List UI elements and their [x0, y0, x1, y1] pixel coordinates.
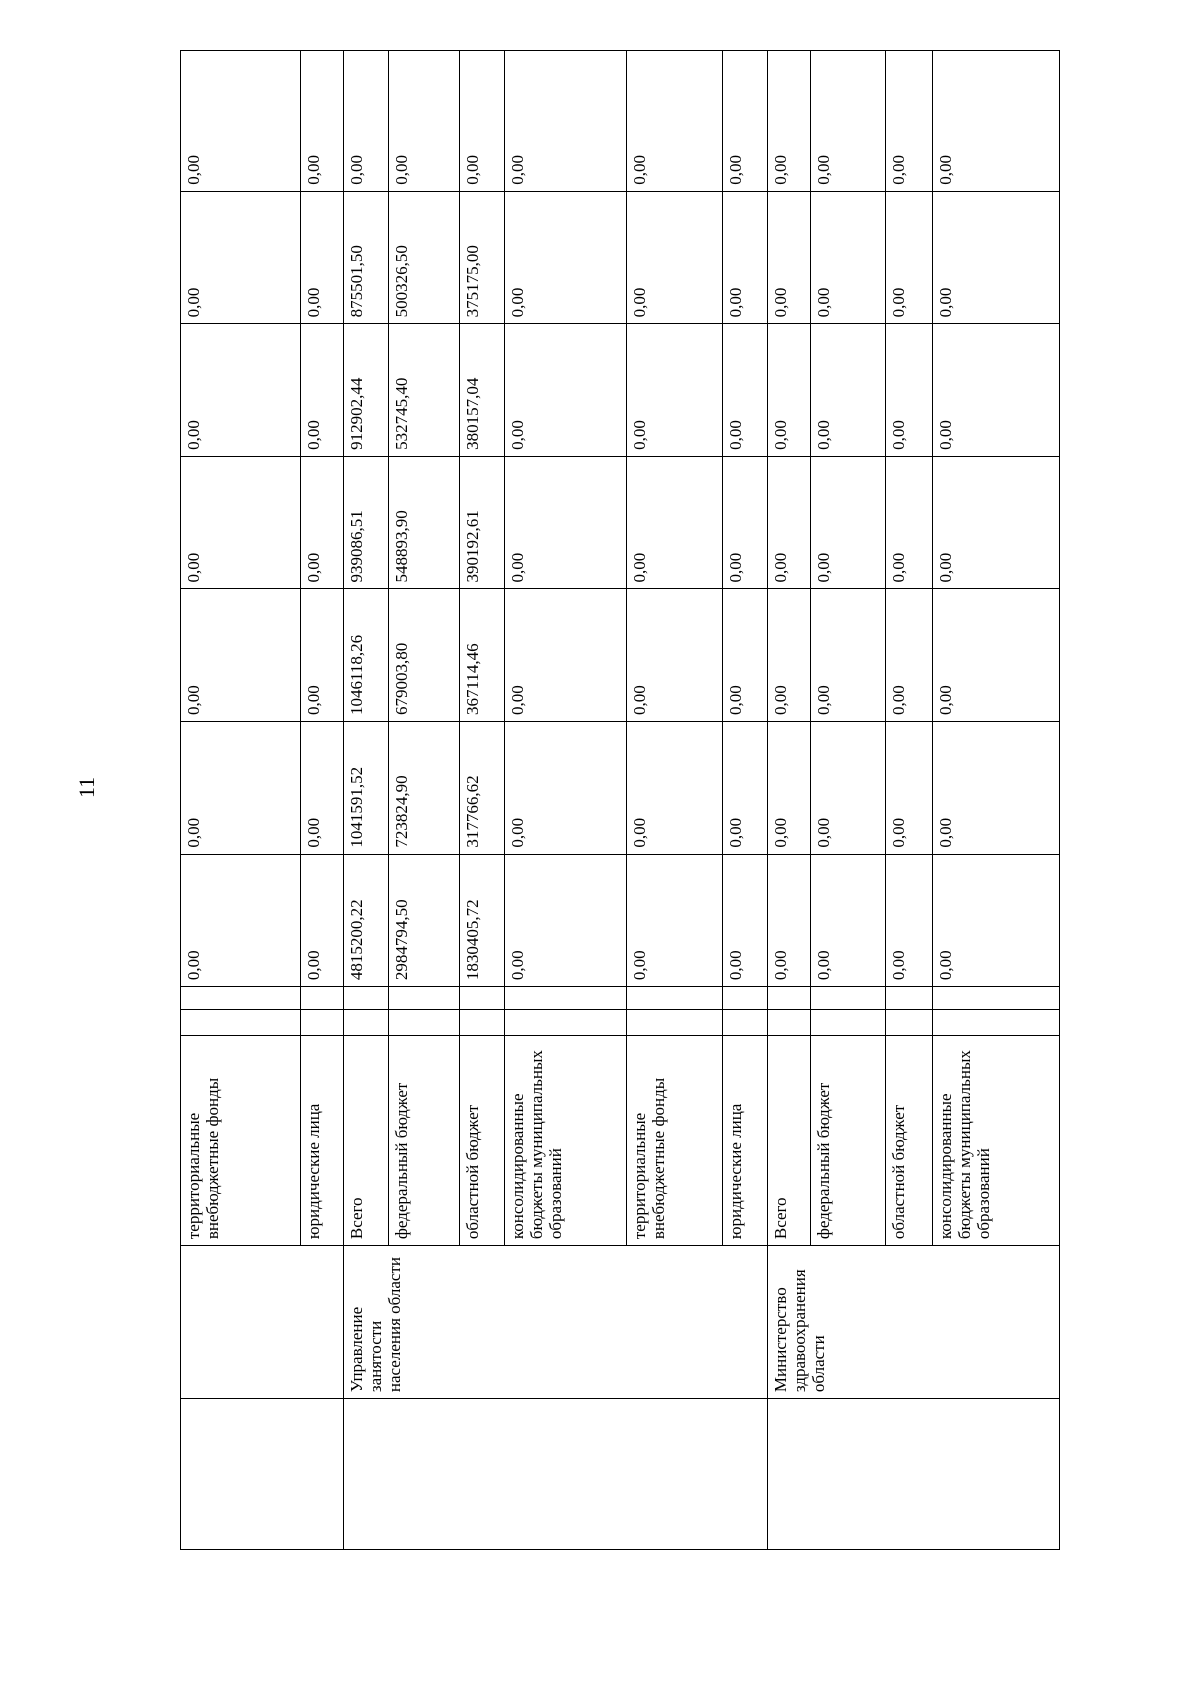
value-cell: 0,00 — [301, 51, 344, 192]
value-cell: 0,00 — [811, 324, 886, 457]
source-cell: Всего — [343, 1036, 388, 1246]
value-cell: 0,00 — [504, 51, 626, 192]
value-cell: 0,00 — [811, 722, 886, 855]
blank-cell — [933, 1009, 1060, 1036]
value-cell: 0,00 — [768, 324, 811, 457]
blank-cell — [723, 1009, 768, 1036]
source-cell: Всего — [768, 1036, 811, 1246]
blank-cell — [886, 1009, 933, 1036]
value-cell: 0,00 — [933, 191, 1060, 324]
value-cell: 1046118,26 — [343, 589, 388, 722]
value-cell: 0,00 — [768, 191, 811, 324]
table-row — [768, 51, 811, 1550]
source-cell: территориальные внебюджетные фонды — [626, 1036, 722, 1246]
value-cell: 0,00 — [343, 51, 388, 192]
value-cell: 375175,00 — [459, 191, 504, 324]
blank-cell — [181, 987, 301, 1009]
source-cell: федеральный бюджет — [388, 1036, 459, 1246]
blank-cell — [504, 1009, 626, 1036]
value-cell: 0,00 — [886, 51, 933, 192]
value-cell: 0,00 — [504, 191, 626, 324]
value-cell: 0,00 — [301, 854, 344, 987]
value-cell: 0,00 — [181, 854, 301, 987]
blank-cell — [459, 987, 504, 1009]
value-cell: 1041591,52 — [343, 722, 388, 855]
blank-cell — [723, 987, 768, 1009]
table-cell-col1 — [768, 1399, 1060, 1550]
value-cell: 0,00 — [301, 589, 344, 722]
value-cell: 0,00 — [626, 456, 722, 589]
value-cell: 723824,90 — [388, 722, 459, 855]
value-cell: 0,00 — [301, 722, 344, 855]
blank-cell — [886, 987, 933, 1009]
value-cell: 0,00 — [181, 722, 301, 855]
value-cell: 0,00 — [886, 589, 933, 722]
blank-cell — [504, 987, 626, 1009]
blank-cell — [626, 1009, 722, 1036]
value-cell: 0,00 — [504, 456, 626, 589]
blank-cell — [459, 1009, 504, 1036]
value-cell: 0,00 — [886, 722, 933, 855]
value-cell: 0,00 — [886, 191, 933, 324]
blank-cell — [626, 987, 722, 1009]
value-cell: 0,00 — [811, 456, 886, 589]
value-cell: 1830405,72 — [459, 854, 504, 987]
value-cell: 0,00 — [723, 589, 768, 722]
blank-cell — [388, 987, 459, 1009]
value-cell: 2984794,50 — [388, 854, 459, 987]
value-cell: 367114,46 — [459, 589, 504, 722]
value-cell: 0,00 — [933, 324, 1060, 457]
blank-cell — [181, 1009, 301, 1036]
value-cell: 0,00 — [811, 191, 886, 324]
responsible-org-cell: Министерство здравоохранения области — [768, 1246, 1060, 1399]
value-cell: 912902,44 — [343, 324, 388, 457]
value-cell: 0,00 — [626, 324, 722, 457]
blank-cell — [343, 1009, 388, 1036]
value-cell: 0,00 — [181, 589, 301, 722]
value-cell: 679003,80 — [388, 589, 459, 722]
value-cell: 500326,50 — [388, 191, 459, 324]
value-cell: 0,00 — [933, 51, 1060, 192]
value-cell: 0,00 — [933, 456, 1060, 589]
value-cell: 0,00 — [933, 589, 1060, 722]
blank-cell — [388, 1009, 459, 1036]
value-cell: 0,00 — [504, 854, 626, 987]
value-cell: 0,00 — [181, 191, 301, 324]
source-cell: областной бюджет — [886, 1036, 933, 1246]
source-cell: юридические лица — [301, 1036, 344, 1246]
value-cell: 0,00 — [768, 456, 811, 589]
value-cell: 0,00 — [626, 854, 722, 987]
value-cell: 317766,62 — [459, 722, 504, 855]
value-cell: 0,00 — [886, 456, 933, 589]
page-number: 11 — [74, 776, 99, 798]
value-cell: 0,00 — [768, 589, 811, 722]
value-cell: 0,00 — [388, 51, 459, 192]
table-cell-col2 — [181, 1246, 344, 1399]
value-cell: 0,00 — [933, 722, 1060, 855]
blank-cell — [811, 987, 886, 1009]
value-cell: 0,00 — [181, 324, 301, 457]
value-cell: 0,00 — [181, 456, 301, 589]
value-cell: 0,00 — [723, 191, 768, 324]
source-cell: федеральный бюджет — [811, 1036, 886, 1246]
value-cell: 0,00 — [768, 854, 811, 987]
blank-cell — [343, 987, 388, 1009]
blank-cell — [301, 1009, 344, 1036]
value-cell: 0,00 — [886, 854, 933, 987]
value-cell: 0,00 — [301, 324, 344, 457]
value-cell: 0,00 — [626, 589, 722, 722]
value-cell: 0,00 — [811, 854, 886, 987]
value-cell: 0,00 — [626, 191, 722, 324]
value-cell: 548893,90 — [388, 456, 459, 589]
value-cell: 0,00 — [626, 722, 722, 855]
value-cell: 0,00 — [723, 324, 768, 457]
table-cell-col1 — [343, 1399, 767, 1550]
value-cell: 0,00 — [811, 51, 886, 192]
source-cell: областной бюджет — [459, 1036, 504, 1246]
value-cell: 0,00 — [504, 722, 626, 855]
value-cell: 0,00 — [504, 324, 626, 457]
blank-cell — [768, 1009, 811, 1036]
value-cell: 0,00 — [933, 854, 1060, 987]
value-cell: 0,00 — [723, 722, 768, 855]
value-cell: 0,00 — [723, 51, 768, 192]
budget-table — [180, 50, 1060, 1550]
blank-cell — [933, 987, 1060, 1009]
responsible-org-cell: Управление занятости населения области — [343, 1246, 767, 1399]
blank-cell — [301, 987, 344, 1009]
value-cell: 0,00 — [626, 51, 722, 192]
value-cell: 0,00 — [301, 191, 344, 324]
blank-cell — [811, 1009, 886, 1036]
source-cell: территориальные внебюджетные фонды — [181, 1036, 301, 1246]
value-cell: 0,00 — [768, 51, 811, 192]
value-cell: 0,00 — [459, 51, 504, 192]
value-cell: 532745,40 — [388, 324, 459, 457]
value-cell: 0,00 — [723, 456, 768, 589]
value-cell: 0,00 — [504, 589, 626, 722]
source-cell: консолидированные бюджеты муниципальных образований — [933, 1036, 1060, 1246]
value-cell: 0,00 — [181, 51, 301, 192]
table-row — [181, 51, 301, 1550]
value-cell: 0,00 — [886, 324, 933, 457]
source-cell: юридические лица — [723, 1036, 768, 1246]
table-cell-col1 — [181, 1399, 344, 1550]
blank-cell — [768, 987, 811, 1009]
value-cell: 4815200,22 — [343, 854, 388, 987]
value-cell: 390192,61 — [459, 456, 504, 589]
value-cell: 0,00 — [768, 722, 811, 855]
value-cell: 0,00 — [811, 589, 886, 722]
value-cell: 0,00 — [301, 456, 344, 589]
value-cell: 0,00 — [723, 854, 768, 987]
table-row — [343, 51, 388, 1550]
value-cell: 939086,51 — [343, 456, 388, 589]
source-cell: консолидированные бюджеты муниципальных образований — [504, 1036, 626, 1246]
value-cell: 875501,50 — [343, 191, 388, 324]
value-cell: 380157,04 — [459, 324, 504, 457]
rotated-table-container — [180, 50, 1060, 1550]
